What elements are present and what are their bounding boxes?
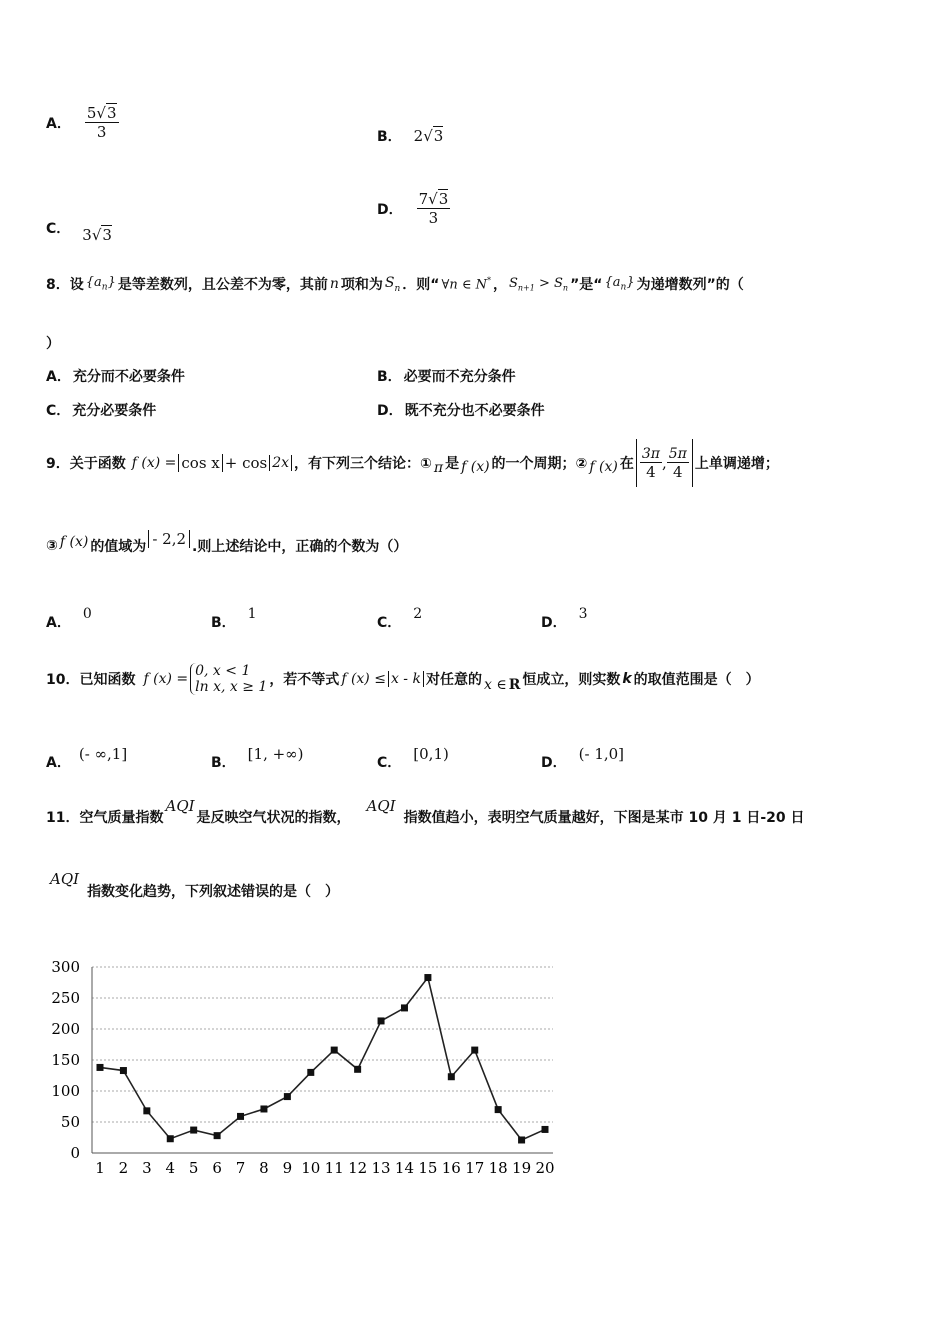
data-point [495, 1106, 502, 1113]
x-tick-label: 11 [324, 1159, 344, 1177]
q9-stem-2: ③ f (x) 的值域为 - 2,2 .则上述结论中，正确的个数为（） [46, 530, 408, 555]
data-point [143, 1107, 150, 1114]
q9-option-a[interactable]: A． 0 [46, 606, 92, 631]
chart-grid [92, 967, 553, 1153]
option-value: 2√3 [413, 127, 444, 145]
x-tick-label: 19 [512, 1159, 532, 1177]
data-point [284, 1093, 291, 1100]
data-point [120, 1067, 127, 1074]
y-axis [51, 958, 92, 1162]
piecewise: 0, x < 1 ln x, x ≥ 1 [190, 663, 267, 695]
q8-option-b[interactable]: B． 必要而不充分条件 [377, 369, 516, 385]
x-tick-label: 16 [441, 1159, 461, 1177]
y-tick-label: 200 [51, 1020, 80, 1038]
q7-option-a[interactable] [46, 104, 121, 141]
q10-option-b[interactable]: B． [1, +∞) [211, 745, 304, 771]
x-tick-label: 8 [259, 1159, 269, 1177]
aqi-line-chart [40, 955, 570, 1185]
q9-stem: 9．关于函数 f (x) = cos x + cos 2x ，有下列三个结论：① π 是 f (x) 的一个周期；② f (x) 在 $\frac{3\pi}{4}$ , $\frac{5\pi}{4}$ 上单调递增； [46, 438, 781, 488]
q9-option-c[interactable]: C． 2 [377, 606, 423, 631]
aqi-series-line [100, 978, 545, 1140]
x-tick-label: 2 [118, 1159, 129, 1177]
q9-option-d[interactable]: D． 3 [541, 606, 588, 631]
data-point [542, 1126, 549, 1133]
q8-stem-close: ） [46, 336, 60, 352]
data-point [401, 1004, 408, 1011]
option-label: B． [377, 129, 402, 145]
q8-option-d[interactable]: D． 既不充分也不必要条件 [377, 403, 545, 419]
data-point [214, 1132, 221, 1139]
x-axis [95, 1159, 554, 1177]
x-tick-label: 9 [282, 1159, 293, 1177]
data-point [97, 1064, 104, 1071]
x-tick-label: 3 [142, 1159, 152, 1177]
data-point [518, 1136, 525, 1143]
q11-stem: 11．空气质量指数 AQI 是反映空气状况的指数， AQI 指数值趋小，表明空气质量越好，下图是某市 10 月 1 日-20 日 [46, 797, 805, 826]
data-point [331, 1047, 338, 1054]
q11-stem-2: AQI 指数变化趋势，下列叙述错误的是（ ） [50, 870, 340, 900]
q8-option-c[interactable]: C． 充分必要条件 [46, 403, 157, 419]
x-tick-label: 18 [488, 1159, 508, 1177]
option-value: 3√3 [82, 226, 112, 244]
data-point [448, 1073, 455, 1080]
data-point [378, 1017, 385, 1024]
x-tick-label: 1 [95, 1159, 105, 1177]
q10-option-a[interactable]: A． (- ∞,1] [46, 745, 128, 771]
fraction: $\frac{7√3}{3}$ [418, 190, 449, 227]
y-tick-label: 50 [60, 1113, 80, 1131]
y-tick-label: 300 [51, 958, 80, 976]
option-label: A． [46, 115, 71, 132]
y-tick-label: 150 [51, 1051, 80, 1069]
data-point [471, 1047, 478, 1054]
q10-stem: 10．已知函数 f (x) = 0, x < 1 ln x, x ≥ 1 ，若不等式 f (x) ≤ x - k 对任意的 x ∈ R 恒成立，则实数 k 的取值范围是（ ） [46, 663, 760, 695]
x-tick-label: 13 [371, 1159, 391, 1177]
q7-option-c[interactable] [46, 212, 114, 244]
x-tick-label: 15 [418, 1159, 438, 1177]
x-tick-label: 17 [465, 1159, 485, 1177]
q8-stem: 8．设 $\{a_n\}$ 是等差数列，且公差不为零，其前 n 项和为 $S_n$ ．则“ ∀n ∈ N* ， $S_{n+1} > S_n$ ”是“ $\{a_n\}$ 为递增数列”的（ [46, 274, 744, 294]
x-tick-label: 14 [394, 1159, 415, 1177]
q7-option-d[interactable] [377, 190, 452, 227]
data-point [260, 1105, 267, 1112]
interval: $\frac{3\pi}{4}$ , $\frac{5\pi}{4}$ [636, 439, 693, 487]
x-tick-label: 4 [165, 1159, 176, 1177]
x-tick-label: 7 [235, 1159, 246, 1177]
q10-option-c[interactable]: C． [0,1) [377, 745, 449, 771]
y-tick-label: 250 [51, 989, 80, 1007]
data-point [354, 1066, 361, 1073]
data-point [237, 1113, 244, 1120]
q7-option-b[interactable] [377, 126, 445, 146]
q10-option-d[interactable]: D． (- 1,0] [541, 745, 625, 771]
q8-option-a[interactable]: A． 充分而不必要条件 [46, 369, 185, 385]
option-label: C． [46, 221, 71, 237]
x-tick-label: 5 [188, 1159, 199, 1177]
q9-option-b[interactable]: B． 1 [211, 606, 257, 631]
x-tick-label: 12 [348, 1159, 368, 1177]
data-point [190, 1127, 197, 1134]
data-point [167, 1135, 174, 1142]
data-point [307, 1069, 314, 1076]
x-tick-label: 6 [212, 1159, 222, 1177]
x-tick-label: 20 [535, 1159, 555, 1177]
y-tick-label: 0 [70, 1144, 80, 1162]
aqi-data-points [97, 974, 549, 1143]
option-label: D． [377, 201, 403, 218]
data-point [424, 974, 431, 981]
fraction: $\frac{5√3}{3}$ [86, 104, 117, 141]
x-tick-label: 10 [301, 1159, 321, 1177]
y-tick-label: 100 [51, 1082, 80, 1100]
